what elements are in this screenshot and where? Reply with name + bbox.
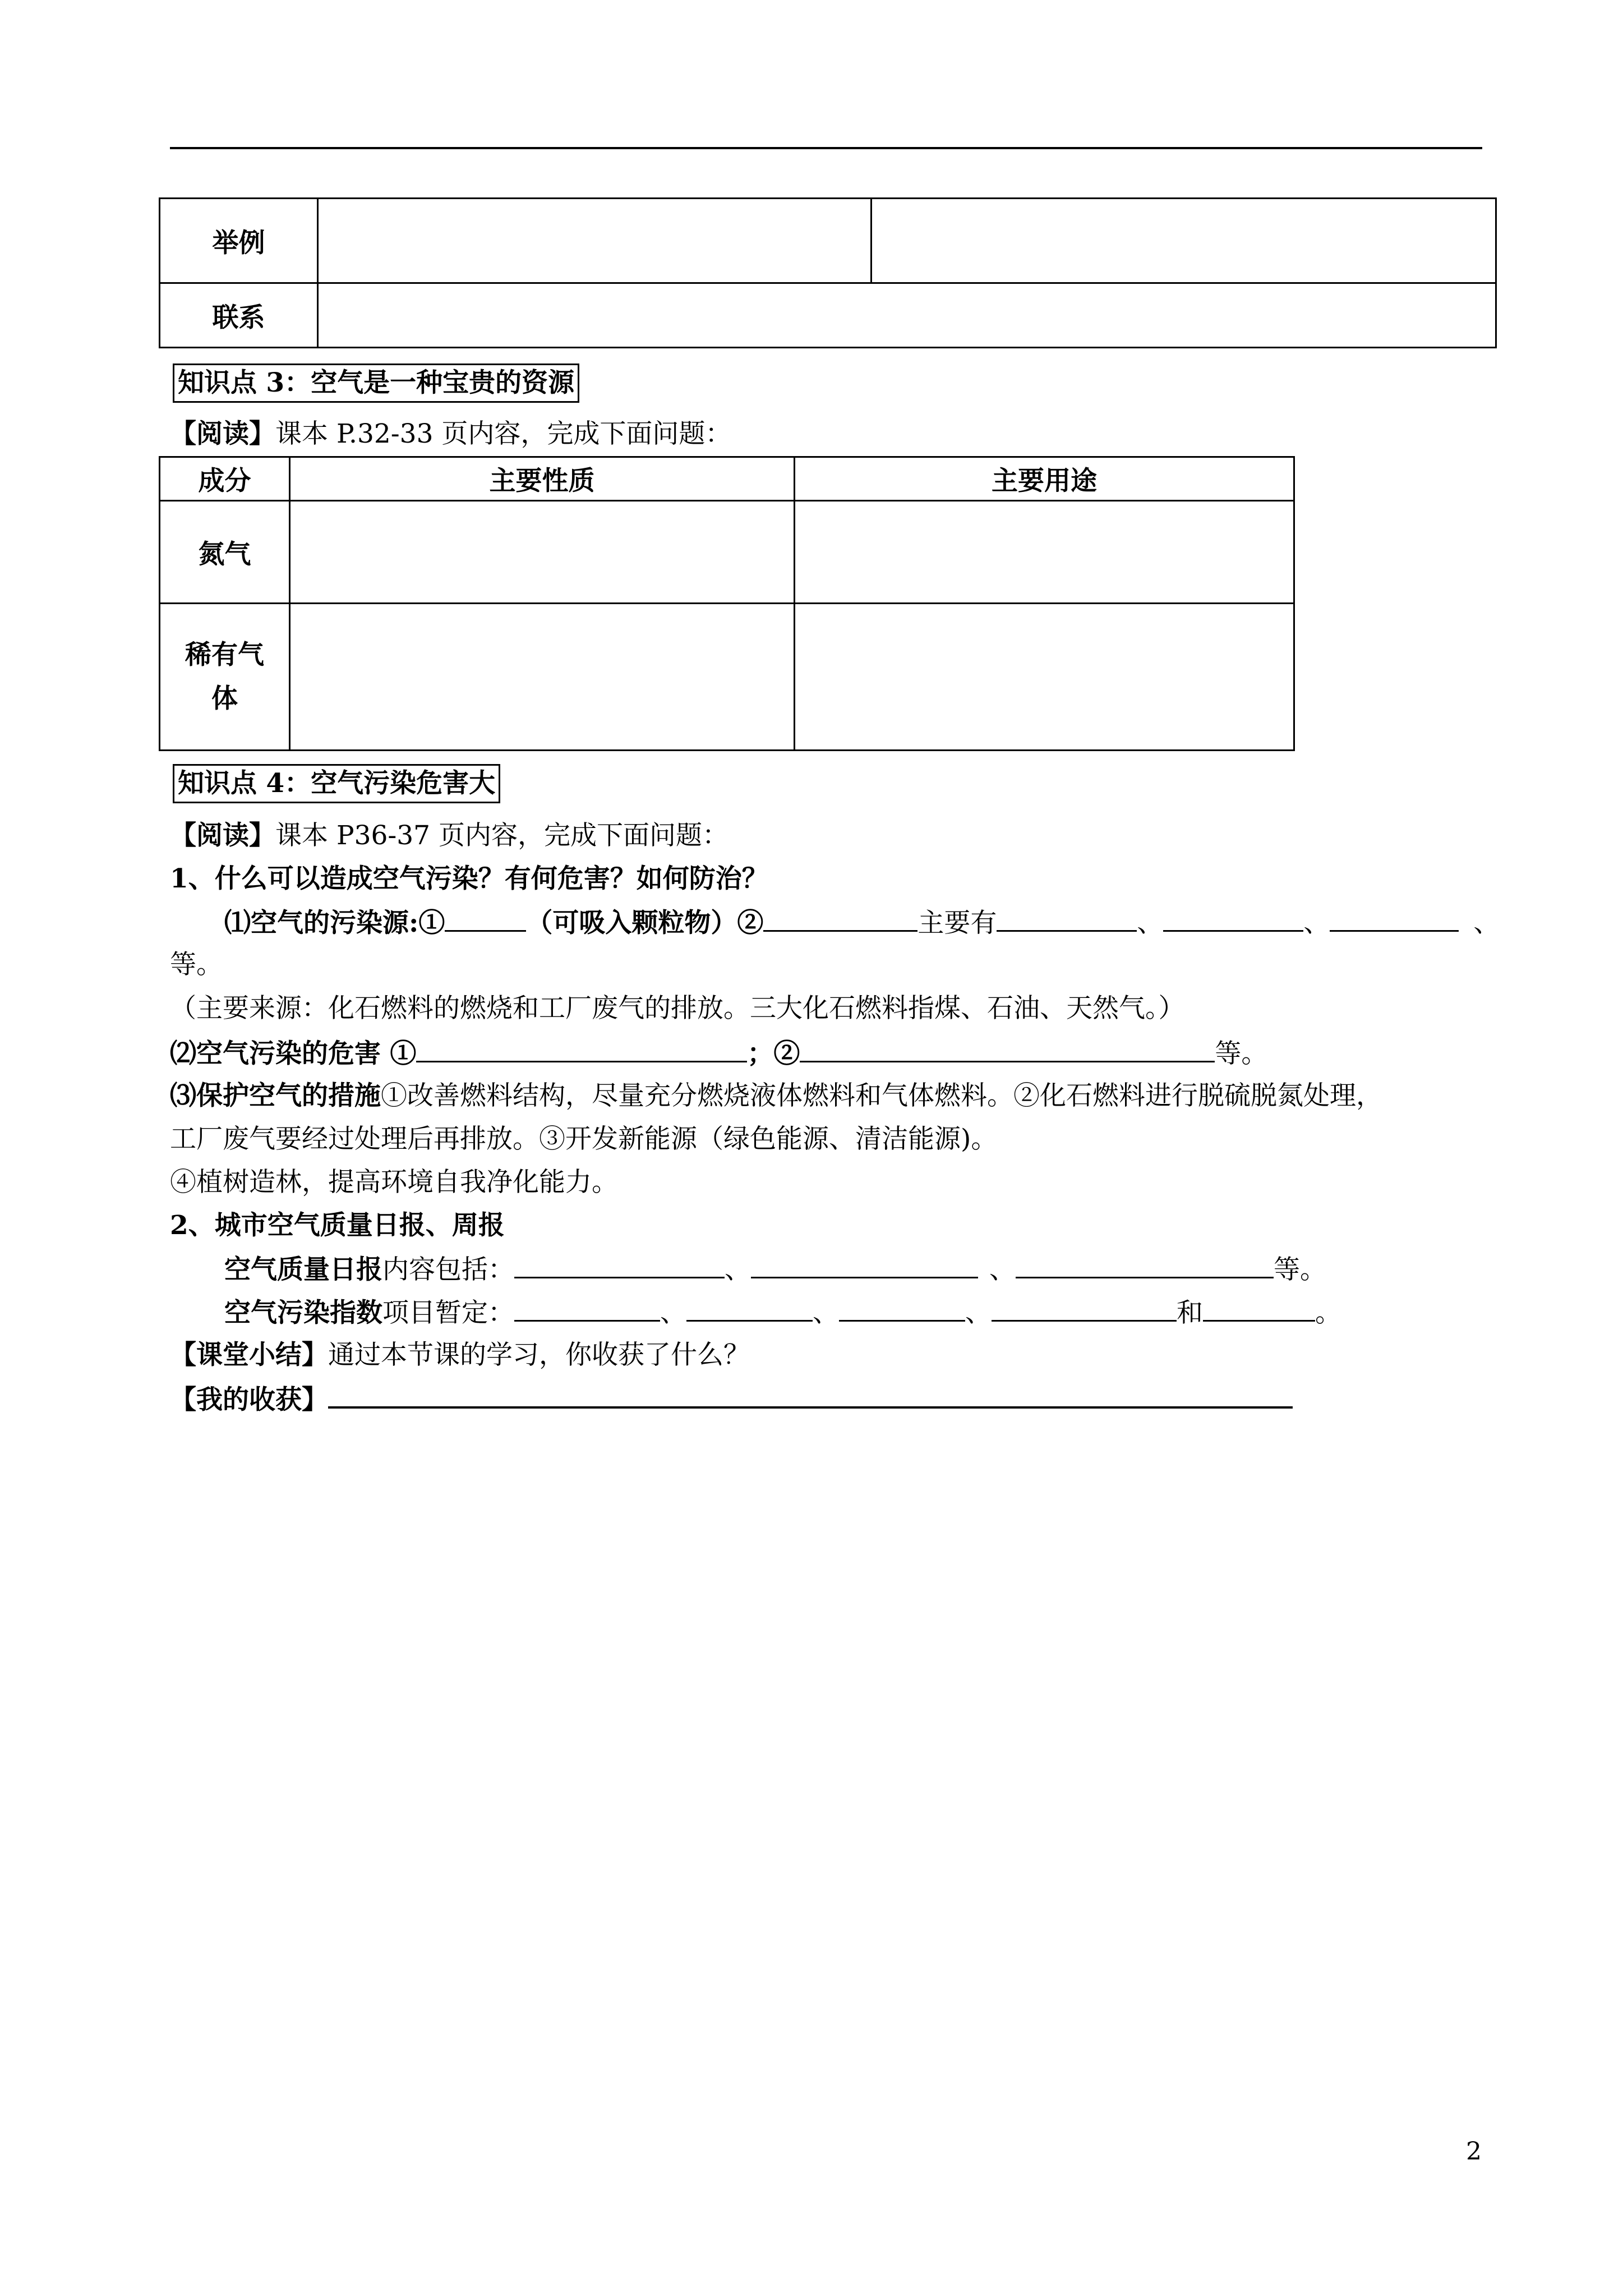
table1-example-cell-2[interactable] [872, 199, 1496, 283]
daily-label: 空气质量日报 [224, 1254, 382, 1285]
pollution-harm-line [170, 1036, 1267, 1071]
table1-relation-label: 联系 [160, 283, 318, 348]
source-blank-4[interactable] [1163, 905, 1303, 932]
daily-report-line [224, 1252, 1326, 1287]
summary-label: 【课堂小结】 [170, 1340, 328, 1370]
index-blank-3[interactable] [839, 1295, 965, 1322]
section4-heading: 知识点 4：空气污染危害大 [173, 764, 500, 803]
section3-read-label: 【阅读】 [170, 418, 275, 449]
separator: 、 [725, 1254, 751, 1285]
daily-etc: 等。 [1274, 1254, 1326, 1285]
noble-gas-label-line1: 稀有气 [185, 639, 264, 670]
summary-text: 通过本节课的学习，你收获了什么？ [328, 1340, 750, 1370]
row-label-nitrogen: 氮气 [160, 501, 290, 604]
separator: 、 [1137, 908, 1164, 938]
col-header-use: 主要用途 [795, 457, 1294, 501]
section3-read-line [170, 417, 731, 451]
nitrogen-use-cell[interactable] [795, 501, 1294, 604]
index-blank-1[interactable] [514, 1295, 660, 1322]
row-label-noble-gas [160, 604, 290, 751]
index-and: 和 [1177, 1297, 1203, 1328]
harm-blank-2[interactable] [800, 1036, 1215, 1062]
gain-label: 【我的收获】 [170, 1384, 328, 1415]
section4-read-label: 【阅读】 [170, 820, 275, 851]
sources-etc: 等。 [170, 949, 223, 980]
noble-gas-use-cell[interactable] [795, 604, 1294, 751]
separator: 、 [813, 1297, 839, 1328]
question-2: 2、城市空气质量日报、周报 [170, 1210, 505, 1241]
separator: 、 [1303, 908, 1330, 938]
source-blank-2[interactable] [763, 905, 917, 932]
sources-mid: （可吸入颗粒物）② [526, 908, 764, 938]
daily-blank-2[interactable] [751, 1252, 978, 1278]
source-blank-3[interactable] [997, 905, 1137, 932]
section4-read-text: 课本 P36-37 页内容，完成下面问题： [275, 820, 728, 851]
nitrogen-property-cell[interactable] [290, 501, 795, 604]
protection-line-3: ④植树造林，提高环境自我净化能力。 [170, 1167, 618, 1198]
index-period: 。 [1315, 1297, 1341, 1328]
col-header-component: 成分 [160, 457, 290, 501]
daily-blank-1[interactable] [514, 1252, 725, 1278]
gain-line [170, 1382, 1293, 1417]
protect-label: ⑶保护空气的措施 [170, 1080, 381, 1111]
section3-read-text: 课本 P.32-33 页内容，完成下面问题： [275, 418, 732, 449]
separator: 、 [660, 1297, 686, 1328]
sources-label: ⑴空气的污染源:① [224, 908, 445, 938]
main-sources-note: （主要来源：化石燃料的燃烧和工厂废气的排放。三大化石燃料指煤、石油、天然气。） [170, 993, 1185, 1024]
noble-gas-label-line2: 体 [211, 683, 238, 714]
separator: 、 [989, 1254, 1016, 1285]
section4-read-line [170, 819, 728, 853]
daily-blank-3[interactable] [1016, 1252, 1274, 1278]
index-label: 空气污染指数 [224, 1297, 382, 1328]
harm-sep: ；② [747, 1038, 800, 1069]
section3-heading: 知识点 3：空气是一种宝贵的资源 [173, 364, 579, 403]
example-relation-table [159, 197, 1497, 348]
index-blank-2[interactable] [686, 1295, 813, 1322]
col-header-property: 主要性质 [290, 457, 795, 501]
source-blank-1[interactable] [445, 905, 526, 932]
pollution-sources-line [224, 905, 1500, 940]
index-blank-4[interactable] [992, 1295, 1177, 1322]
table1-relation-cell[interactable] [318, 283, 1496, 348]
protection-line-1 [170, 1079, 1382, 1113]
protection-line-2: 工厂废气要经过处理后再排放。③开发新能源（绿色能源、清洁能源)。 [170, 1124, 998, 1154]
table1-example-cell-1[interactable] [318, 199, 872, 283]
separator: 、 [965, 1297, 992, 1328]
pollution-index-line [224, 1295, 1341, 1330]
daily-text: 内容包括： [382, 1254, 514, 1285]
table1-example-label: 举例 [160, 199, 318, 283]
separator: 、 [1473, 908, 1500, 938]
gain-blank[interactable] [328, 1382, 1293, 1409]
noble-gas-property-cell[interactable] [290, 604, 795, 751]
harm-label: ⑵空气污染的危害 ① [170, 1038, 417, 1069]
harm-blank-1[interactable] [416, 1036, 747, 1062]
source-blank-5[interactable] [1330, 905, 1459, 932]
question-1: 1、什么可以造成空气污染？有何危害？如何防治？ [170, 863, 768, 894]
page-number: 2 [1466, 2137, 1482, 2166]
protect-text-1: ①改善燃料结构，尽量充分燃烧液体燃料和气体燃料。②化石燃料进行脱硫脱氮处理， [381, 1080, 1382, 1111]
index-blank-5[interactable] [1203, 1295, 1315, 1322]
index-text: 项目暂定： [382, 1297, 514, 1328]
harm-etc: 等。 [1215, 1038, 1268, 1069]
summary-line [170, 1338, 750, 1372]
air-components-table [159, 456, 1295, 751]
header-rule [170, 147, 1482, 149]
sources-main: 主要有 [917, 908, 997, 938]
